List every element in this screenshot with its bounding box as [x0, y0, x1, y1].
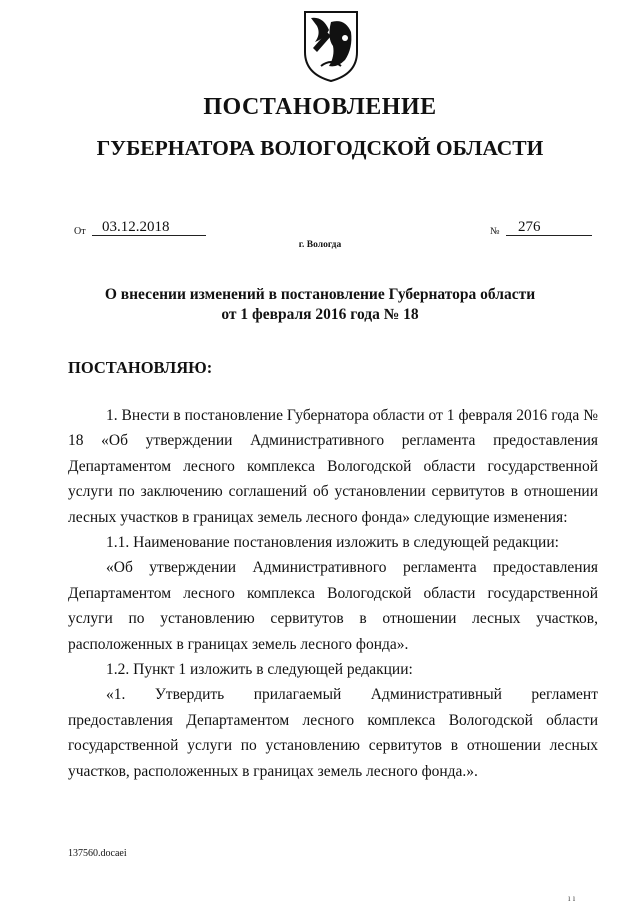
document-title: ПОСТАНОВЛЕНИЕ — [203, 94, 437, 120]
date-number-row — [0, 218, 640, 240]
number-field: 276 — [506, 218, 592, 236]
paragraph-1-1: 1.1. Наименование постановления изложить в следующей редакции: — [106, 534, 559, 552]
document-body — [68, 403, 598, 784]
number-label: № — [490, 226, 500, 237]
date-label: От — [74, 226, 86, 237]
paragraph-1-2: 1.2. Пункт 1 изложить в следующей редакции: — [106, 661, 413, 679]
subject-line-1: О внесении изменений в постановление Губернатора области — [104, 286, 536, 303]
city-label: г. Вологда — [298, 240, 342, 250]
paragraph-1-2-text: «1. Утвердить прилагаемый Административный регламент предоставления Департаментом лесного комплекса Вологодской области государственной услуги по установлению сервитутов в отношении лесных участков, расположенных в границах земель лесного фонда.». — [68, 686, 598, 780]
date-field: 03.12.2018 — [92, 218, 206, 236]
paragraph-1: 1. Внести в постановление Губернатора области от 1 февраля 2016 года № 18 «Об утверждении Административного регламента предоставления Департаментом лесного комплекса Вологодской области государственной услуги по заключению соглашений об установлении сервитутов в отношении лесных участков в границах земель лесного фонда» следующие изменения: — [68, 407, 598, 526]
page-marks: ı ı — [568, 893, 576, 903]
subject-line-2: от 1 февраля 2016 года № 18 — [221, 306, 419, 323]
document-issuer: ГУБЕРНАТОРА ВОЛОГОДСКОЙ ОБЛАСТИ — [96, 136, 544, 160]
decree-heading: ПОСТАНОВЛЯЮ: — [68, 358, 213, 377]
paragraph-1-1-text: «Об утверждении Административного регламента предоставления Департаментом лесного комплекса Вологодской области государственной услуги по установлению сервитутов в отношении лесных участков, расположенных в границах земель лесного фонда». — [68, 559, 598, 653]
file-name: 137560.docaei — [68, 848, 127, 859]
vologda-coat-of-arms-icon — [301, 8, 361, 84]
document-subject — [0, 285, 640, 325]
